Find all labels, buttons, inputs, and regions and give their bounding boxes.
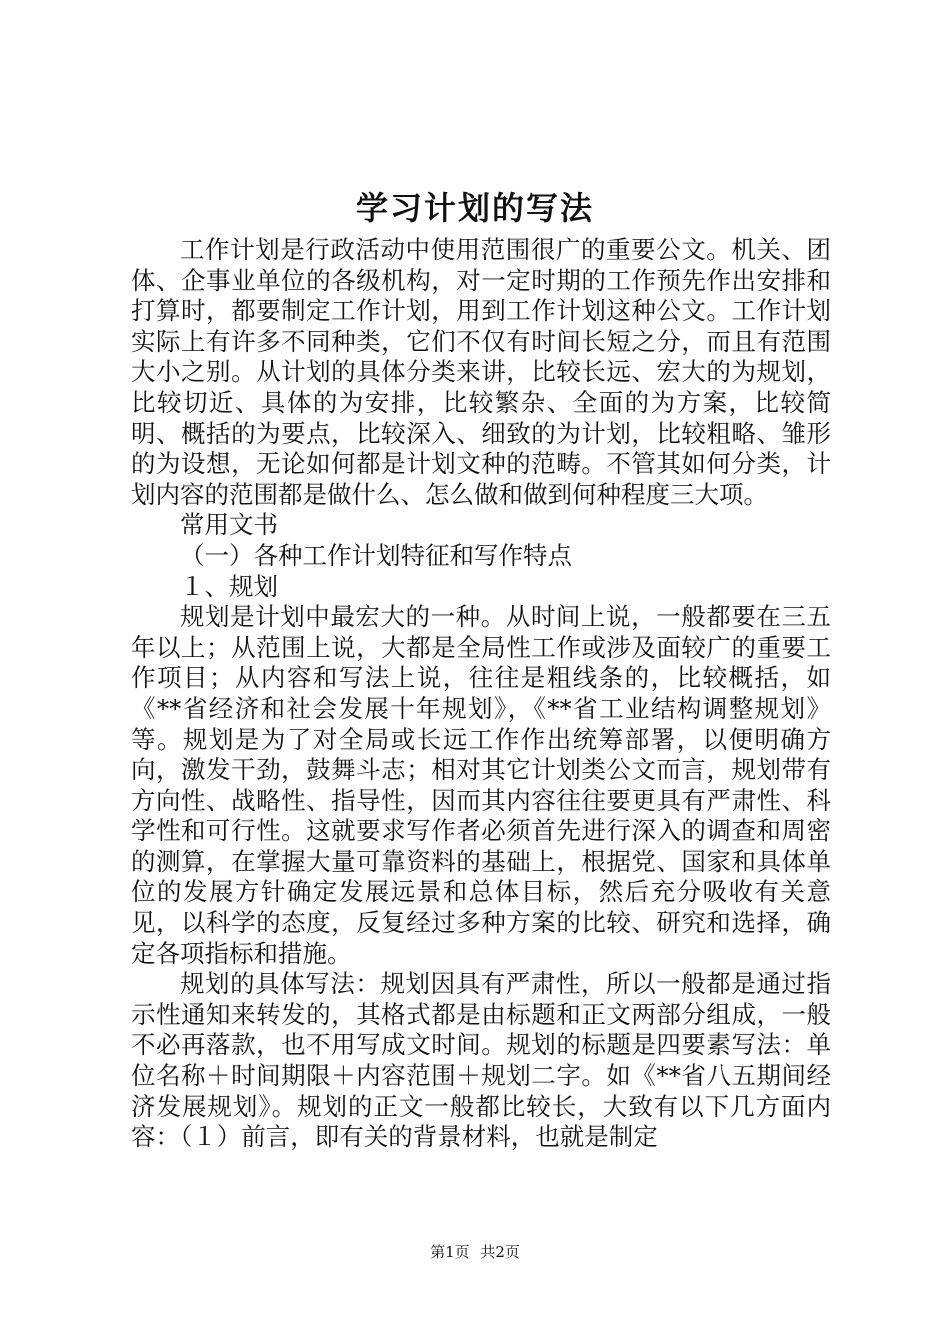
document-title: 学习计划的写法 — [355, 189, 594, 227]
subsection-heading: １、规划 — [180, 571, 278, 601]
page-total: 共2页 — [480, 1243, 520, 1261]
page-number: 第1页 — [430, 1243, 470, 1261]
document-body — [131, 235, 831, 1153]
paragraph-planning: 规划是计划中最宏大的一种。从时间上说，一般都要在三五年以上；从范围上说，大都是全局性工作或涉及面较广的重要工作项目；从内容和写法上说，往往是粗线条的，比较概括，如《**省经济和社会发展十年规划》，《**省工业结构调整规划》等。规划是为了对全局或长远工作作出统筹部署，以便明确方向，激发干劲，鼓舞斗志；相对其它计划类公文而言，规划带有方向性、战略性、指导性，因而其内容往往要更具有严肃性、科学性和可行性。这就要求写作者必须首先进行深入的调查和周密的测算，在掌握大量可靠资料的基础上，根据党、国家和具体单位的发展方针确定发展远景和总体目标，然后充分吸收有关意见，以科学的态度，反复经过多种方案的比较、研究和选择，确定各项指标和措施。 — [131, 602, 831, 968]
section-label: 常用文书 — [180, 510, 278, 540]
paragraph-planning-method: 规划的具体写法：规划因具有严肃性，所以一般都是通过指示性通知来转发的，其格式都是由标题和正文两部分组成，一般不必再落款，也不用写成文时间。规划的标题是四要素写法：单位名称＋时间期限＋内容范围＋规划二字。如《**省八五期间经济发展规划》。规划的正文一般都比较长，大致有以下几方面内容：（１）前言，即有关的背景材料，也就是制定 — [131, 969, 831, 1152]
paragraph-intro: 工作计划是行政活动中使用范围很广的重要公文。机关、团体、企事业单位的各级机构，对一定时期的工作预先作出安排和打算时，都要制定工作计划，用到工作计划这种公文。工作计划实际上有许多不同种类，它们不仅有时间长短之分，而且有范围大小之别。从计划的具体分类来讲，比较长远、宏大的为规划，比较切近、具体的为安排，比较繁杂、全面的为方案，比较简明、概括的为要点，比较深入、细致的为计划，比较粗略、雏形的为设想，无论如何都是计划文种的范畴。不管其如何分类，计划内容的范围都是做什么、怎么做和做到何种程度三大项。 — [131, 235, 831, 509]
page-footer — [0, 1242, 950, 1262]
section-heading: （一）各种工作计划特征和写作特点 — [180, 540, 572, 570]
